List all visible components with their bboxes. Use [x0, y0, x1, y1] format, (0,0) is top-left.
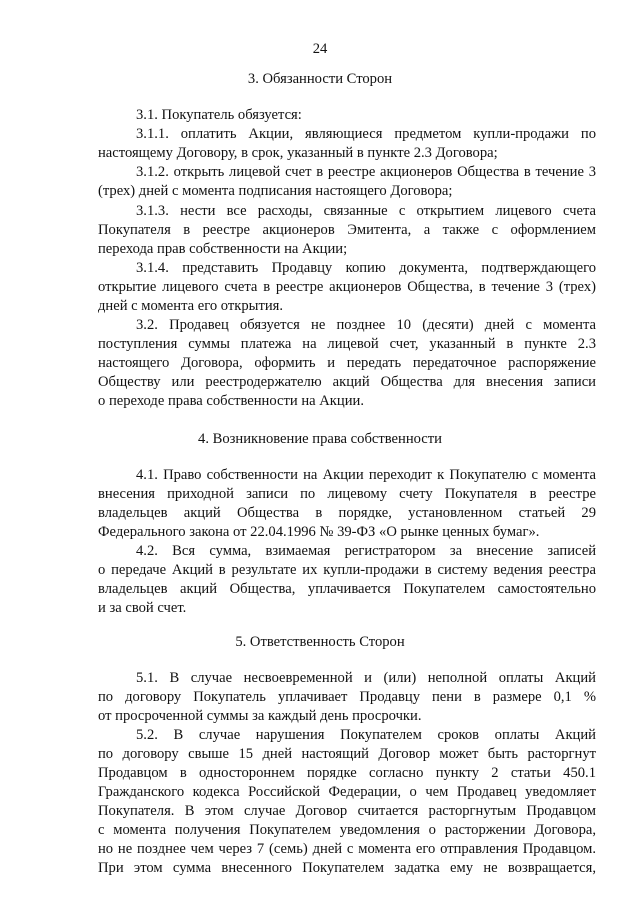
s3-line: открытие лицевого счета в реестре акционеров Общества, в течение 3 (трех) [98, 279, 596, 295]
s3-line: 3.1.2. открыть лицевой счет в реестре акционеров Общества в течение 3 [136, 164, 596, 180]
s5-line: Гражданского кодекса Российской Федерации, о чем Продавец уведомляет [98, 784, 596, 800]
s4-line: 4.1. Право собственности на Акции переходит к Покупателю с момента [136, 467, 596, 483]
s3-line: 3.1.4. представить Продавцу копию документа, подтверждающего [136, 260, 596, 276]
s3-line: настоящему Договору, в срок, указанный в пункте 2.3 Договора; [98, 145, 498, 161]
s5-line: но не позднее чем через 7 (семь) дней с момента его отправления Продавцом. [98, 841, 596, 857]
section-5-heading: 5. Ответственность Сторон [235, 634, 405, 650]
s5-line: с момента получения Покупателем уведомления о расторжении Договора, [98, 822, 596, 838]
s4-line: 4.2. Вся сумма, взимаемая регистратором за внесение записей [136, 543, 596, 559]
s3-line: 3.1. Покупатель обязуется: [136, 107, 302, 123]
s3-line: 3.1.1. оплатить Акции, являющиеся предметом купли-продажи по [136, 126, 596, 142]
s3-line: дней с момента его открытия. [98, 298, 284, 314]
s3-line: настоящего Договора, оформить и передать передаточное распоряжение [98, 355, 596, 371]
s5-line: 5.2. В случае нарушения Покупателем сроков оплаты Акций [136, 727, 596, 743]
s4-line: о передаче Акций в результате их купли-продажи в систему ведения реестра [98, 562, 596, 578]
page-number: 24 [312, 41, 328, 57]
section-3-heading: 3. Обязанности Сторон [247, 71, 393, 87]
s5-line: по договору свыше 15 дней настоящий Договор может быть расторгнут [98, 746, 596, 762]
s5-line: При этом сумма внесенного Покупателем задатка ему не возвращается, [98, 860, 596, 876]
s4-line: владельцев акций Общества в порядке, установленном статьей 29 [98, 505, 596, 521]
s3-line: о переходе права собственности на Акции. [98, 393, 364, 409]
s3-line: 3.1.3. нести все расходы, связанные с открытием лицевого счета [136, 203, 596, 219]
s4-line: Федерального закона от 22.04.1996 № 39-ФЗ «О рынке ценных бумаг». [98, 524, 540, 540]
s3-line: поступления суммы платежа на лицевой счет, указанный в пункте 2.3 [98, 336, 596, 352]
s4-line: и за свой счет. [98, 600, 187, 616]
s4-line: владельцев акций Общества, уплачивается Покупателем самостоятельно [98, 581, 596, 597]
s3-line: Обществу или реестродержателю акций Общества для внесения записи [98, 374, 596, 390]
s3-line: Покупателя в реестре акционеров Эмитента, а также с оформлением [98, 222, 596, 238]
s5-line: Продавцом в одностороннем порядке согласно пункту 2 статьи 450.1 [98, 765, 596, 781]
s5-line: 5.1. В случае несвоевременной и (или) неполной оплаты Акций [136, 670, 596, 686]
section-4-heading: 4. Возникновение права собственности [198, 431, 442, 447]
s5-line: от просроченной суммы за каждый день просрочки. [98, 708, 422, 724]
s3-line: 3.2. Продавец обязуется не позднее 10 (десяти) дней с момента [136, 317, 596, 333]
s4-line: внесения приходной записи по лицевому счету Покупателя в реестре [98, 486, 596, 502]
s3-line: (трех) дней с момента подписания настоящего Договора; [98, 183, 453, 199]
s3-line: перехода прав собственности на Акции; [98, 241, 348, 257]
s5-line: по договору Покупатель уплачивает Продавцу пени в размере 0,1 % [98, 689, 596, 705]
s5-line: Покупателя. В этом случае Договор считается расторгнутым Продавцом [98, 803, 596, 819]
